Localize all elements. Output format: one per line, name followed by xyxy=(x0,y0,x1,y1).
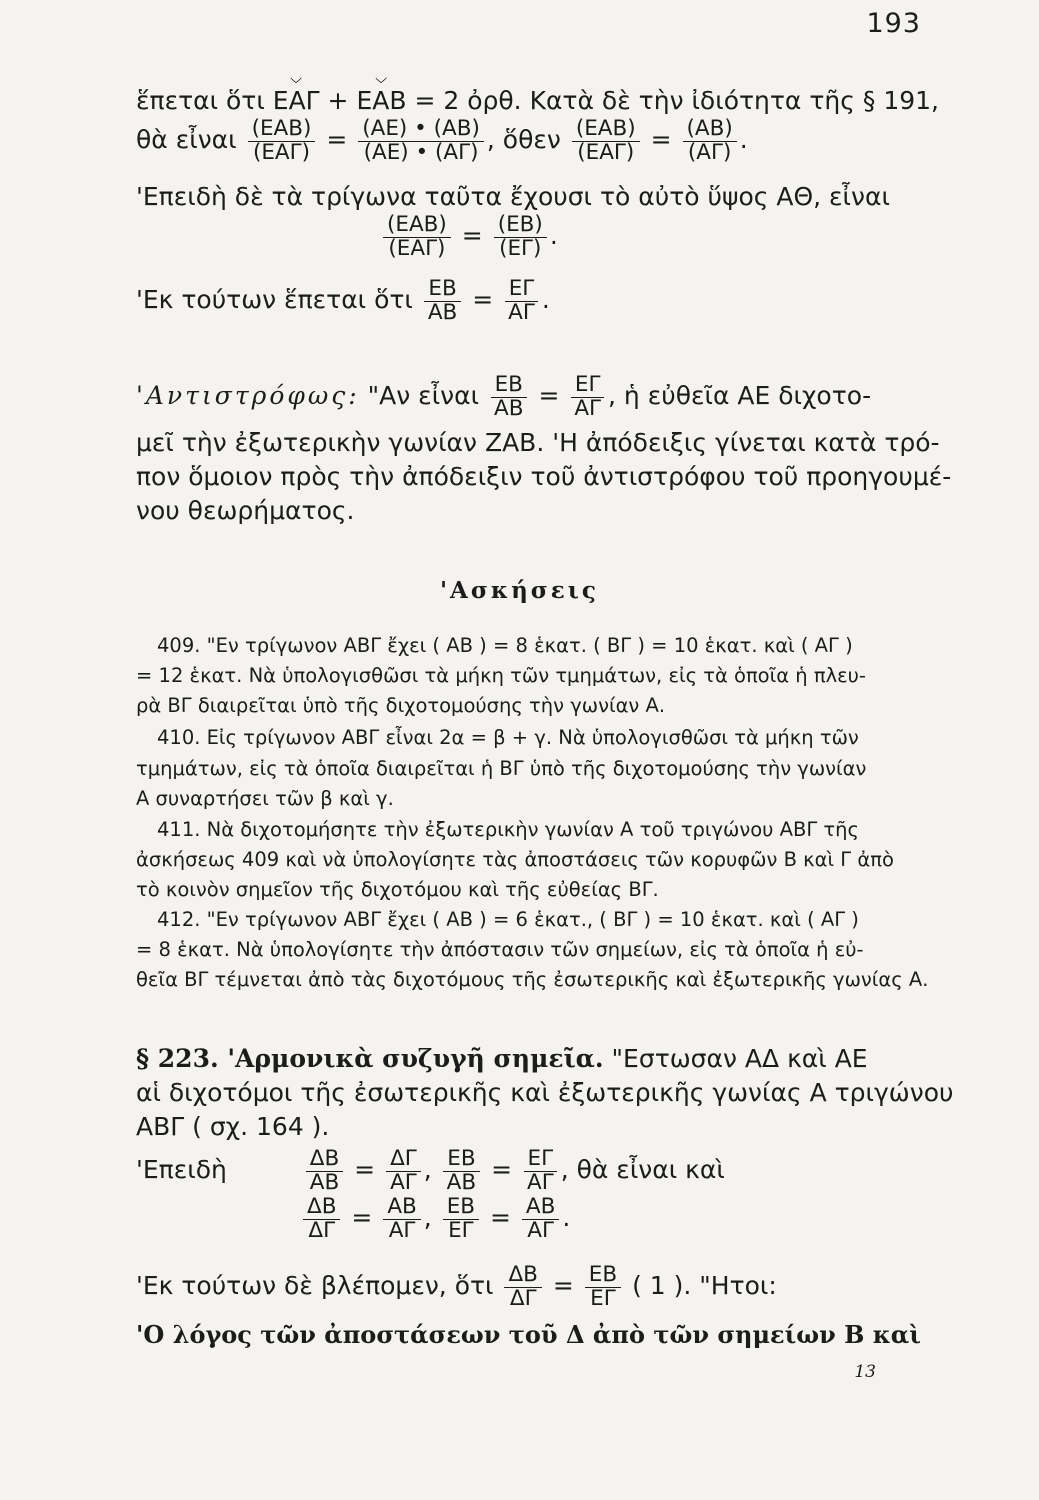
signature-mark: 13 xyxy=(854,1362,876,1382)
numerator: ΑΒ xyxy=(522,1196,559,1220)
equals-sign: = xyxy=(461,221,483,251)
numerator: ΔΒ xyxy=(306,1148,343,1172)
numerator: ΕΒ xyxy=(491,374,527,398)
equation-hence xyxy=(136,1264,777,1310)
denominator: ΑΓ xyxy=(390,1169,417,1195)
exercise-411-line-2: ἀσκήσεως 409 καὶ νὰ ὑπολογίσητε τὰς ἀποστάσεις τῶν κορυφῶν Β καὶ Γ ἀπὸ xyxy=(136,848,894,871)
text-line-7: μεῖ τὴν ἐξωτερικὴν γωνίαν ΖΑΒ. 'Η ἀπόδειξις γίνεται κατὰ τρό- xyxy=(136,428,940,457)
converse-label: 'Αντιστρόφως: xyxy=(136,381,360,411)
numerator: ΔΒ xyxy=(303,1196,340,1220)
fraction xyxy=(424,278,461,324)
text-line-8: πον ὅμοιον πρὸς τὴν ἀπόδειξιν τοῦ ἀντιστρόφου τοῦ προηγουμέ- xyxy=(136,462,952,491)
equation-line-5 xyxy=(136,278,550,324)
denominator: (ΑΕ) • (ΑΓ) xyxy=(363,139,479,165)
exercise-410-line-2: τμημάτων, εἰς τὰ ὁποῖα διαιρεῖται ἡ ΒΓ ὑπὸ τῆς διχοτομούσης τὴν γωνίαν xyxy=(136,757,867,780)
equals-sign: = xyxy=(538,381,560,411)
text: , ἡ εὐθεῖα ΑΕ διχοτο- xyxy=(608,381,872,411)
bold-statement: 'Ο λόγος τῶν ἀποστάσεων τοῦ Δ ἀπὸ τῶν σημείων Β καὶ xyxy=(136,1320,921,1349)
text: 'Εκ τούτων δὲ βλέπομεν, ὅτι xyxy=(136,1271,494,1301)
text-line-9: νου θεωρήματος. xyxy=(136,496,355,525)
exercise-409-line-2: = 12 ἑκατ. Νὰ ὑπολογισθῶσι τὰ μήκη τῶν τμημάτων, εἰς τὰ ὁποῖα ἡ πλευ- xyxy=(136,664,866,687)
denominator: ΑΒ xyxy=(309,1169,340,1195)
exercise-409-line-3: ρὰ ΒΓ διαιρεῖται ὑπὸ τῆς διχοτομούσης τὴν γωνίαν Α. xyxy=(136,694,666,717)
numerator: ΔΒ xyxy=(504,1264,541,1288)
numerator: (ΑΒ) xyxy=(683,118,737,142)
text: 'Εκ τούτων ἕπεται ὅτι xyxy=(136,285,413,315)
exercise-409-line-1: 409. "Εν τρίγωνον ΑΒΓ ἔχει ( ΑΒ ) = 8 ἑκατ. ( ΒΓ ) = 10 ἑκατ. καὶ ( ΑΓ ) xyxy=(157,634,853,657)
equals-sign: = xyxy=(491,1155,513,1185)
equals-sign: = xyxy=(351,1203,373,1233)
section-223-line-1 xyxy=(136,1044,868,1074)
fraction xyxy=(490,374,527,420)
fraction xyxy=(570,374,605,420)
fraction xyxy=(683,118,737,164)
period: . xyxy=(541,285,550,315)
denominator: ΕΓ xyxy=(448,1217,474,1243)
numerator: ΕΒ xyxy=(443,1148,479,1172)
fraction xyxy=(443,1196,479,1242)
text: "Εστωσαν ΑΔ καὶ ΑΕ xyxy=(603,1044,868,1073)
fraction xyxy=(443,1148,480,1194)
period: . xyxy=(549,221,558,251)
fraction xyxy=(383,214,451,260)
exercise-411-line-1: 411. Νὰ διχοτομήσητε τὴν ἐξωτερικὴν γωνίαν Α τοῦ τριγώνου ΑΒΓ τῆς xyxy=(157,818,859,841)
equals-sign: = xyxy=(326,125,348,155)
text: = 2 ὀρθ. Κατὰ δὲ τὴν ἰδιότητα τῆς § 191, xyxy=(406,86,939,115)
text: "Αν εἶναι xyxy=(359,381,480,411)
text-line-1 xyxy=(136,86,939,116)
fraction xyxy=(572,118,640,164)
fraction xyxy=(585,1264,621,1310)
section-223-line-3: ΑΒΓ ( σχ. 164 ). xyxy=(136,1112,330,1141)
fraction xyxy=(522,1196,559,1242)
exercise-411-line-3: τὸ κοινὸν σημεῖον τῆς διχοτόμου καὶ τῆς εὐθείας ΒΓ. xyxy=(136,878,659,901)
period: . xyxy=(562,1203,571,1233)
fraction xyxy=(504,278,539,324)
numerator: (ΕΑΒ) xyxy=(248,118,316,142)
text: , ὅθεν xyxy=(486,125,561,155)
exercise-410-line-1: 410. Εἰς τρίγωνον ΑΒΓ εἶναι 2α = β + γ. Νὰ ὑπολογισθῶσι τὰ μήκη τῶν xyxy=(157,726,859,749)
fraction xyxy=(358,118,484,164)
angle-eab: ΕΑΒ xyxy=(356,86,407,115)
denominator: (ΕΓ) xyxy=(499,235,542,261)
exercise-412-line-2: = 8 ἑκατ. Νὰ ὑπολογίσητε τὴν ἀπόστασιν τῶν σημείων, εἰς τὰ ὁποῖα ἡ εὐ- xyxy=(136,938,864,961)
numerator: ΕΓ xyxy=(505,278,539,302)
denominator: ΑΓ xyxy=(527,1217,554,1243)
numerator: (ΕΒ) xyxy=(494,214,547,238)
numerator: (ΕΑΒ) xyxy=(572,118,640,142)
comma: , xyxy=(423,1155,432,1185)
text: θὰ εἶναι xyxy=(136,125,237,155)
exercise-412-line-3: θεῖα ΒΓ τέμνεται ἀπὸ τὰς διχοτόμους τῆς ἐσωτερικῆς καὶ ἐξωτερικῆς γωνίας Α. xyxy=(136,968,929,991)
denominator: ΑΓ xyxy=(508,299,535,325)
numerator: (ΑΕ) • (ΑΒ) xyxy=(358,118,484,142)
fraction xyxy=(523,1148,558,1194)
denominator: ΑΓ xyxy=(574,395,602,421)
page-number: 193 xyxy=(866,8,921,39)
fraction xyxy=(386,1148,421,1194)
numerator: ΕΓ xyxy=(524,1148,558,1172)
numerator: ΕΓ xyxy=(571,374,605,398)
text: 'Επειδὴ xyxy=(136,1155,227,1185)
numerator: ΕΒ xyxy=(443,1196,479,1220)
equals-sign: = xyxy=(490,1203,511,1233)
denominator: (ΕΑΓ) xyxy=(252,139,310,165)
denominator: ΑΓ xyxy=(388,1217,416,1243)
numerator: (ΕΑΒ) xyxy=(383,214,451,238)
text-line-3: 'Επειδὴ δὲ τὰ τρίγωνα ταῦτα ἔχουσι τὸ αὐτὸ ὕψος ΑΘ, εἶναι xyxy=(136,182,890,211)
equals-sign: = xyxy=(650,125,672,155)
denominator: ΑΒ xyxy=(446,1169,477,1195)
numerator: ΑΒ xyxy=(383,1196,420,1220)
text: + xyxy=(319,86,357,115)
section-223-line-2: αἱ διχοτόμοι τῆς ἐσωτερικῆς καὶ ἐξωτερικῆς γωνίας Α τριγώνου xyxy=(136,1078,954,1107)
text: ἕπεται ὅτι xyxy=(136,86,273,115)
equals-sign: = xyxy=(552,1271,574,1301)
text: ( 1 ). "Ητοι: xyxy=(624,1271,777,1301)
fraction xyxy=(494,214,547,260)
equation-line-2 xyxy=(136,118,748,164)
exercises-heading: 'Ασκήσεις xyxy=(440,577,599,604)
equals-sign: = xyxy=(472,285,494,315)
text: , θὰ εἶναι καὶ xyxy=(560,1155,725,1185)
equation-line-6 xyxy=(136,374,871,420)
denominator: (ΕΑΓ) xyxy=(388,235,446,261)
fraction xyxy=(383,1196,420,1242)
section-223-title: § 223. 'Αρμονικὰ συζυγῆ σημεῖα. xyxy=(136,1044,604,1073)
denominator: ΔΓ xyxy=(308,1217,336,1243)
denominator: ΕΓ xyxy=(590,1285,616,1311)
equation-line-4 xyxy=(380,214,558,260)
comma: , xyxy=(423,1203,432,1233)
numerator: ΕΒ xyxy=(585,1264,621,1288)
equation-therefore xyxy=(300,1196,570,1242)
period: . xyxy=(739,125,748,155)
fraction xyxy=(303,1196,340,1242)
denominator: ΑΓ xyxy=(527,1169,554,1195)
fraction xyxy=(248,118,316,164)
fraction xyxy=(504,1264,541,1310)
exercise-412-line-1: 412. "Εν τρίγωνον ΑΒΓ ἔχει ( ΑΒ ) = 6 ἑκατ., ( ΒΓ ) = 10 ἑκατ. καὶ ( ΑΓ ) xyxy=(157,908,859,931)
denominator: ΑΒ xyxy=(427,299,458,325)
numerator: ΕΒ xyxy=(424,278,460,302)
numerator: ΔΓ xyxy=(386,1148,421,1172)
fraction xyxy=(306,1148,343,1194)
equation-since xyxy=(136,1148,725,1194)
denominator: ΔΓ xyxy=(509,1285,537,1311)
angle-eag: ΕΑΓ xyxy=(272,86,320,115)
equals-sign: = xyxy=(354,1155,376,1185)
denominator: (ΑΓ) xyxy=(687,139,732,165)
denominator: ΑΒ xyxy=(494,395,524,421)
denominator: (ΕΑΓ) xyxy=(577,139,635,165)
exercise-410-line-3: Α συναρτήσει τῶν β καὶ γ. xyxy=(136,787,394,810)
